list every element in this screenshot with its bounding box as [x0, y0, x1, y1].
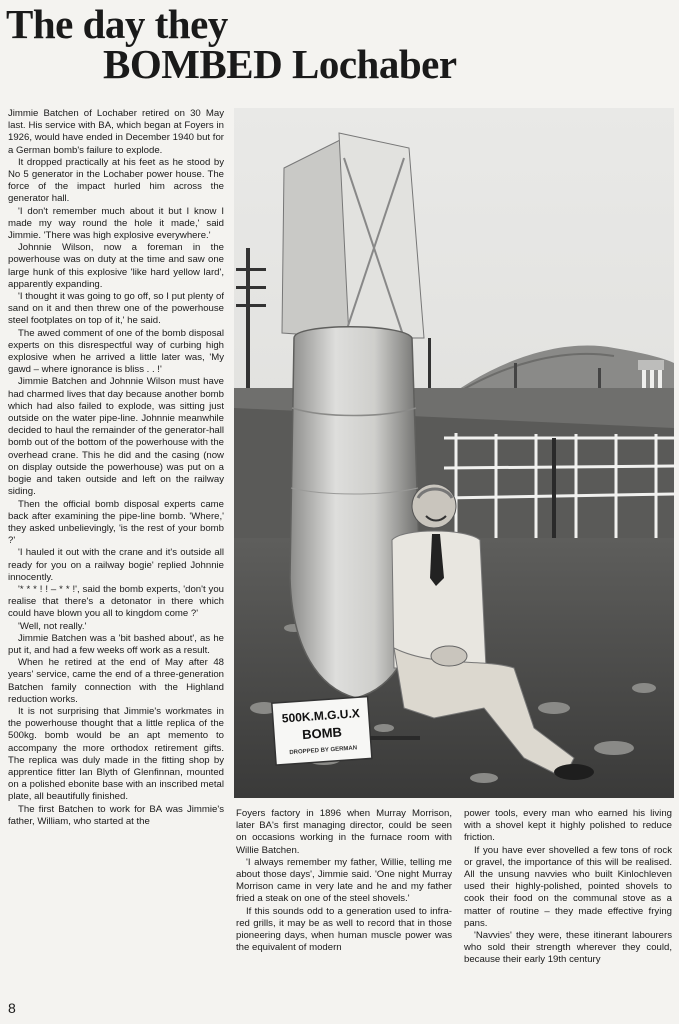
paragraph: Jimmie Batchen of Lochaber retired on 30 May last. His service with BA, which began at Foyers in 1926, would have ended in December 1940 but for a German bomb's failure to explode.	[8, 108, 224, 156]
article-column-2	[236, 808, 452, 1008]
paragraph: Johnnie Wilson, now a foreman in the powerhouse was on duty at the time and saw one large hunk of this explosive 'like hard yellow lard', apparently expanding.	[8, 242, 224, 290]
paragraph: 'I don't remember much about it but I know I made my way round the hole it made,' said Jimmie. 'There was high explosive everywhere.'	[8, 205, 224, 242]
paragraph: power tools, every man who earned his living with a shovel kept it highly polished to reduce friction.	[464, 808, 672, 844]
headline-line-2: BOMBED Lochaber	[103, 41, 457, 87]
article-column-3	[464, 808, 672, 1008]
paragraph: If you have ever shovelled a few tons of rock or gravel, the importance of this will be realised. All the unsung navvies who built Kinlochleven used their highly-polished, pointed shovels to cook their food on the communal stove as a matter of routine – they made effective frying pans.	[464, 844, 672, 929]
paragraph: 'I hauled it out with the crane and it's outside all ready for you on a railway bogie' replied Johnnie innocently.	[8, 547, 224, 583]
sign-text-line-3: DROPPED BY GERMAN	[289, 745, 358, 757]
article-column-1	[8, 108, 224, 988]
paragraph: When he retired at the end of May after 48 years' service, came the end of a three-generation Batchen family connection with the Highland reduction works.	[8, 657, 224, 705]
paragraph: 'I thought it was going to go off, so I put plenty of sand on it and then threw one of the powerhouse steel footplates on top of it,' he said.	[8, 291, 224, 327]
paragraph: If this sounds odd to a generation used to infra-red grills, it may be as well to record that in those pioneering days, when human muscle power was the equivalent of modern	[236, 905, 452, 954]
photo-illustration	[234, 108, 674, 798]
paragraph: It is not surprising that Jimmie's workmates in the powerhouse thought that a little replica of the 500kg. bomb would be an apt memento to accompany the more orthodox retirement gifts. The replica was duly made in the fitting shop by apprentice fitter Ian Blyth of Glenfinnan, mounted on a polished ebonite base with an inscribed metal plate, all beautifully finished.	[8, 705, 224, 803]
paragraph: The awed comment of one of the bomb disposal experts on this disrespectful way of curbing high explosive when he arrived a little later was, 'My gawd – where ignorance is bliss . . !'	[8, 327, 224, 376]
paragraph: 'Well, not really.'	[18, 620, 87, 632]
page-number: 8	[8, 1000, 16, 1016]
headline-line-1: The day they	[6, 1, 228, 47]
paragraph: Jimmie Batchen and Johnnie Wilson must have had charmed lives that day because another bomb which had also failed to explode, was sitting just outside on the water pipe-line. Johnnie meanwhile decided to haul the remainder of the generator-hall bomb out of the bottom of the powerhouse with the overhead crane. This he did and the casing (now on display outside the powerhouse) was put on a bogie and taken outside and left on the railway siding.	[8, 376, 224, 498]
sign-text-line-2: BOMB	[301, 724, 343, 743]
paragraph: Jimmie Batchen was a 'bit bashed about', as he put it, and had a few weeks off work as a result.	[8, 632, 224, 656]
paragraph: Then the official bomb disposal experts came back after examining the pipe-line bomb. 'Where,' they asked unbelievingly, 'is the rest of your bomb ?'	[8, 498, 224, 547]
paragraph: Foyers factory in 1896 when Murray Morrison, later BA's first managing director, could be seen on occasions working in the furnace room with Willie Batchen.	[236, 808, 452, 856]
sign-text-line-1: 500K.M.G.U.X	[281, 706, 361, 726]
paragraph: 'Navvies' they were, these itinerant labourers who sold their strength wherever they could, because their early 19th century	[464, 930, 672, 966]
paragraph: 'I always remember my father, Willie, telling me about those days', Jimmie said. 'One night Murray Morrison came in very late and he and my father fried a steak on one of the steel shovels.'	[236, 856, 452, 905]
photo-bomb-casing	[234, 108, 674, 798]
paragraph: '* * * ! ! – * * !', said the bomb experts, 'don't you realise that there's a detonator in there which could have blown you all to kingdom come ?'	[8, 583, 224, 620]
paragraph: The first Batchen to work for BA was Jimmie's father, William, who started at the	[8, 803, 224, 827]
paragraph: It dropped practically at his feet as he stood by No 5 generator in the Lochaber power house. The force of the impact hurled him across the generator hall.	[8, 156, 224, 205]
